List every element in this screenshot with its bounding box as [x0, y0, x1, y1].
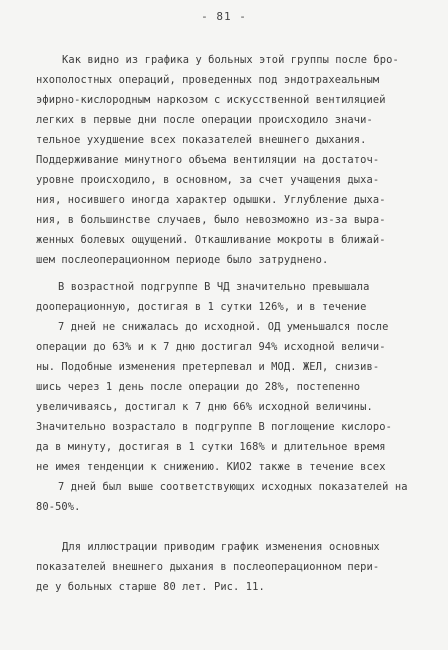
text-line: Для иллюстрации приводим график изменения основных [62, 541, 380, 553]
text-line: шем послеоперационном периоде было затруднено. [36, 254, 329, 266]
text-line: 7 дней был выше соответствующих исходных показателей на [58, 481, 408, 493]
text-line: легких в первые дни после операции происходило значи- [36, 114, 373, 126]
text-line: Значительно возрастало в подгруппе В поглощение кислоро- [36, 421, 392, 433]
text-line: не имея тенденции к снижению. КИО2 также в течение всех [36, 461, 386, 473]
text-line: В возрастной подгруппе В ЧД значительно превышала [58, 281, 370, 293]
text-line: нхополостных операций, проведенных под эндотрахеальным [36, 74, 380, 86]
text-line: увеличиваясь, достигал к 7 дню 66% исходной величины. [36, 401, 373, 413]
text-line: да в минуту, достигая в 1 сутки 168% и длительное время [36, 441, 386, 453]
text-line: женных болевых ощущений. Откашливание мокроты в ближай- [36, 234, 386, 246]
text-line: показателей внешнего дыхания в послеоперационном пери- [36, 561, 380, 573]
text-line: операции до 63% и к 7 дню достигал 94% исходной величи- [36, 341, 386, 353]
text-line: ния, носившего иногда характер одышки. Углубление дыха- [36, 194, 386, 206]
text-line: ния, в большинстве случаев, было невозможно из-за выра- [36, 214, 386, 226]
text-line: 7 дней не снижалась до исходной. ОД уменьшался после [58, 321, 389, 333]
page-number: - 81 - [201, 10, 247, 23]
text-line: уровне происходило, в основном, за счет учащения дыха- [36, 174, 380, 186]
text-line: Поддерживание минутного объема вентиляции на достаточ- [36, 154, 380, 166]
text-line: эфирно-кислородным наркозом с искусственной вентиляцией [36, 94, 386, 106]
text-line: Как видно из графика у больных этой группы после бро- [62, 54, 399, 66]
text-line: дооперационную, достигая в 1 сутки 126%, и в течение [36, 301, 367, 313]
text-line: де у больных старше 80 лет. Рис. 11. [36, 581, 265, 593]
text-line: тельное ухудшение всех показателей внешнего дыхания. [36, 134, 367, 146]
text-line: 80-50%. [36, 501, 81, 513]
text-line: ны. Подобные изменения претерпевал и МОД. ЖЕЛ, снизив- [36, 361, 380, 373]
text-line: шись через 1 день после операции до 28%, постепенно [36, 381, 361, 393]
